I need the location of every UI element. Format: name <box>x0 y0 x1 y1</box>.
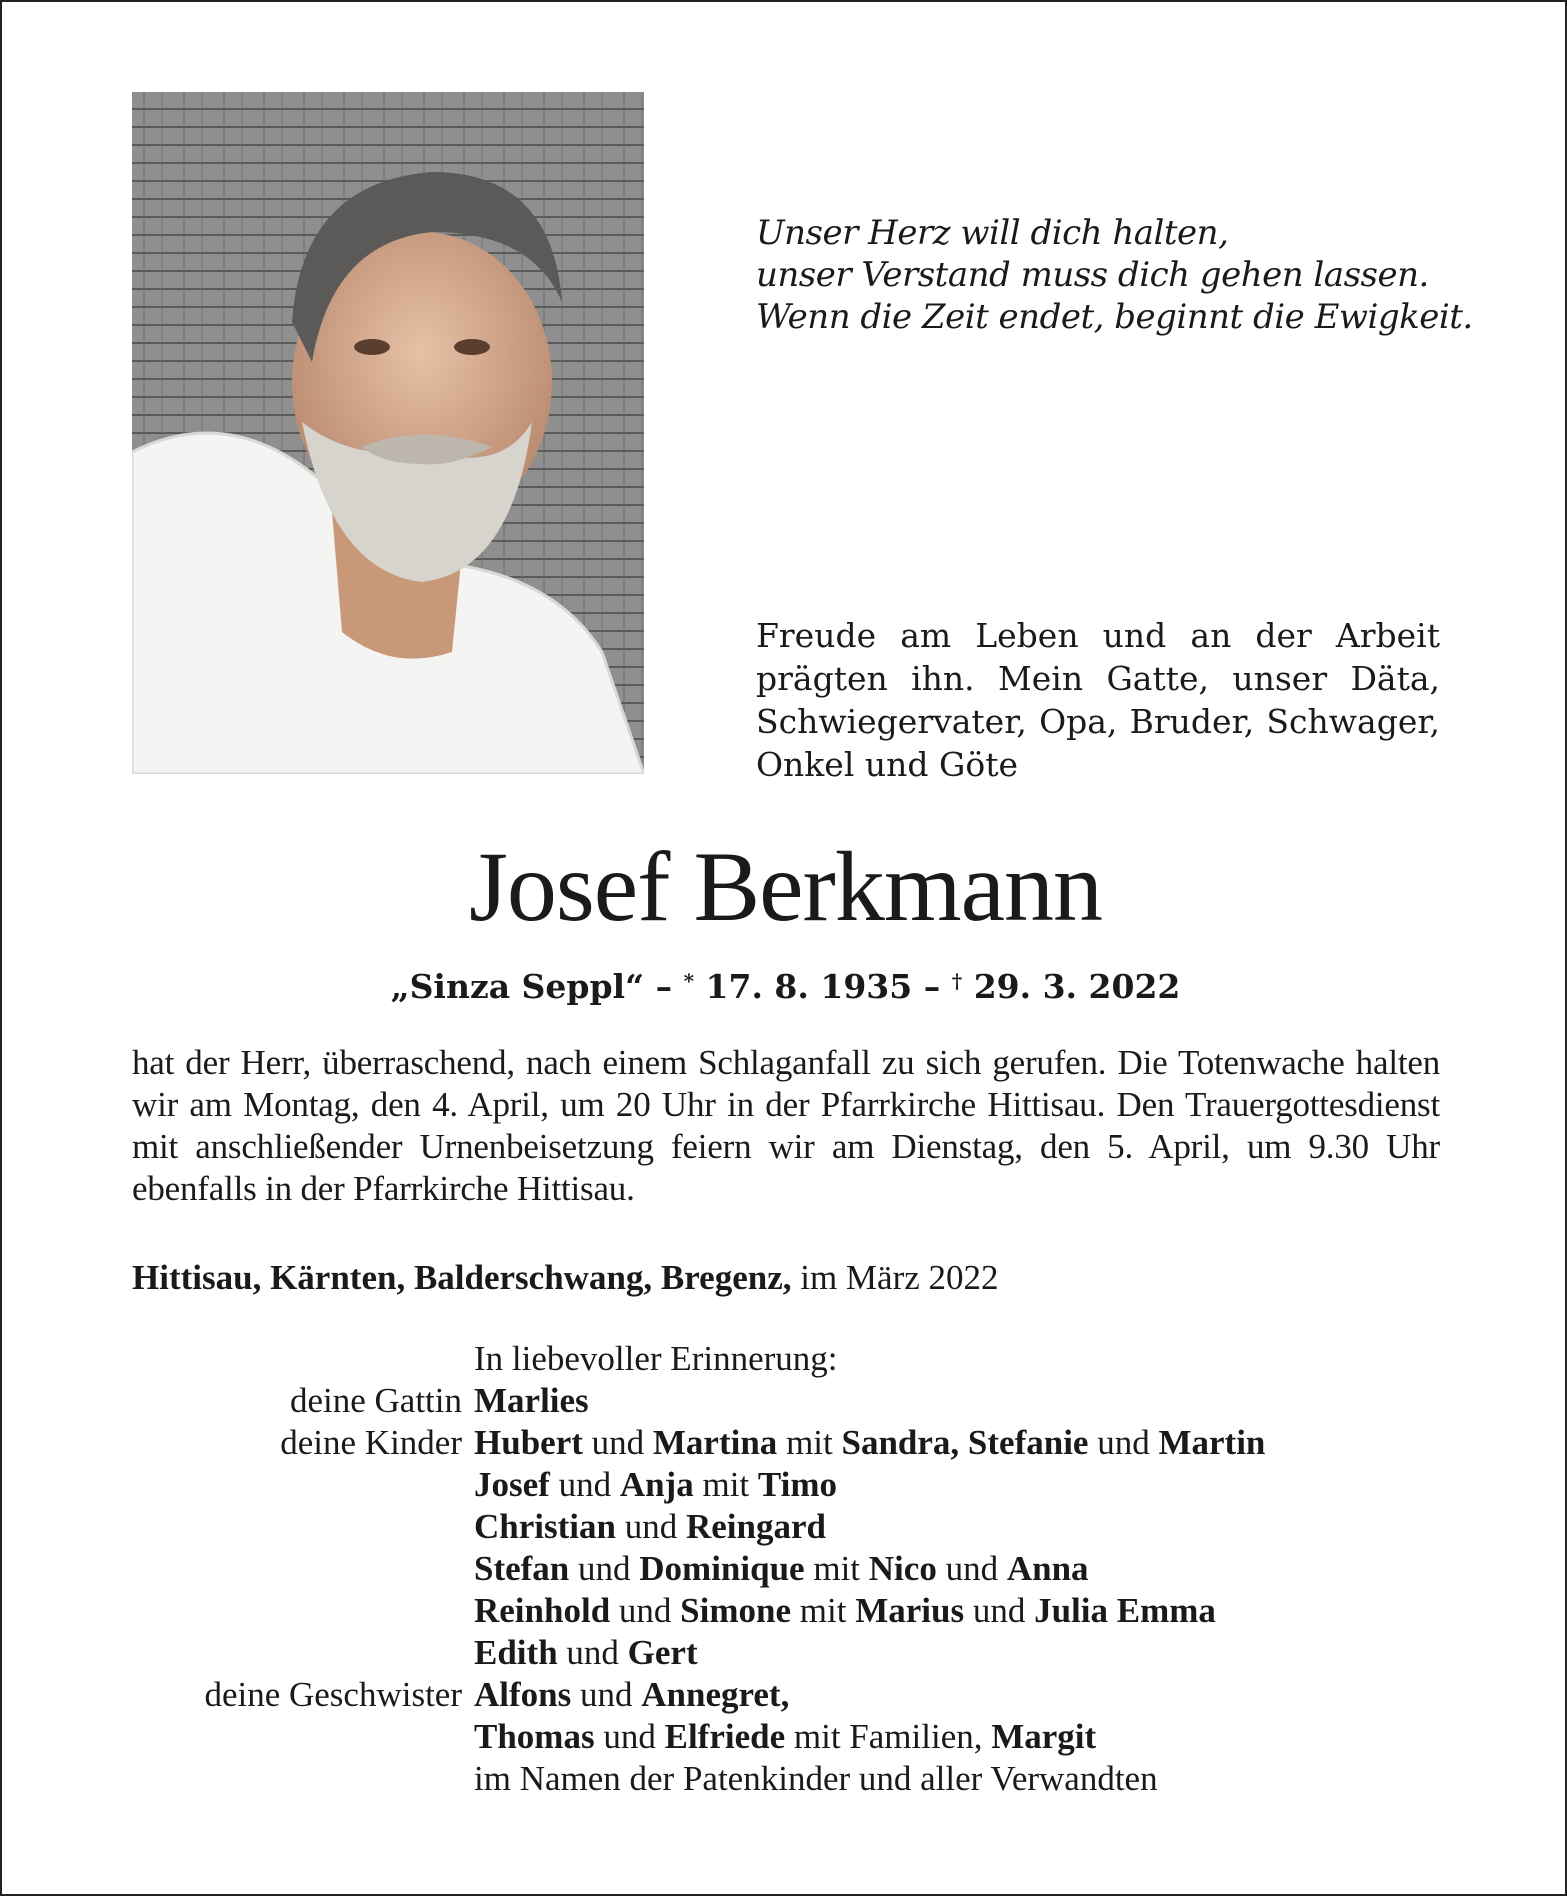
connector-text: mit <box>804 1549 869 1588</box>
nickname: „Sinza Seppl“ <box>390 967 645 1006</box>
member-name: Marius <box>855 1591 965 1630</box>
family-relation-label <box>132 1716 474 1758</box>
connector-text: und <box>615 1507 686 1546</box>
month-year: im März 2022 <box>800 1258 999 1297</box>
birth-date: 17. 8. 1935 <box>705 967 913 1006</box>
family-relation-label <box>132 1590 474 1632</box>
member-name: Anja <box>619 1465 694 1504</box>
family-row <box>132 1716 1440 1758</box>
member-name: Thomas <box>474 1717 595 1756</box>
member-name: Josef <box>474 1465 550 1504</box>
family-members <box>474 1674 1440 1716</box>
connector-text: im Namen der Patenkinder und aller Verwandten <box>474 1759 1158 1798</box>
family-members <box>474 1464 1440 1506</box>
family-row <box>132 1758 1440 1800</box>
quote-line: Unser Herz will dich halten, <box>756 213 1229 253</box>
family-members <box>474 1380 1440 1422</box>
member-name: Martina <box>652 1423 778 1462</box>
connector-text: mit <box>693 1465 758 1504</box>
places: Hittisau, Kärnten, Balderschwang, Bregenz, <box>132 1258 792 1297</box>
family-list <box>132 1338 1440 1800</box>
quote-line: Wenn die Zeit endet, beginnt die Ewigkeit. <box>756 297 1473 337</box>
family-row <box>132 1590 1440 1632</box>
family-members <box>474 1716 1440 1758</box>
family-members <box>474 1590 1440 1632</box>
quote-line: unser Verstand muss dich gehen lassen. <box>756 255 1429 295</box>
connector-text: mit Familien, <box>785 1717 992 1756</box>
family-heading-row <box>132 1338 1440 1380</box>
death-date: 29. 3. 2022 <box>973 967 1181 1006</box>
member-name: Julia Emma <box>1034 1591 1216 1630</box>
family-row <box>132 1632 1440 1674</box>
member-name: Edith <box>474 1633 558 1672</box>
member-name: Annegret, <box>641 1675 790 1714</box>
member-name: Gert <box>627 1633 698 1672</box>
separator: – <box>655 967 673 1006</box>
connector-text: und <box>610 1591 681 1630</box>
member-name: Timo <box>757 1465 837 1504</box>
family-row <box>132 1548 1440 1590</box>
member-name: Christian <box>474 1507 616 1546</box>
member-name: Alfons <box>474 1675 572 1714</box>
portrait-photo <box>132 92 644 774</box>
member-name: Margit <box>991 1717 1097 1756</box>
member-name: Hubert <box>474 1423 583 1462</box>
quote <box>756 212 1476 338</box>
family-row <box>132 1422 1440 1464</box>
announcement-text: hat der Herr, überraschend, nach einem Schlaganfall zu sich gerufen. Die Totenwache halten wir am Montag, den 4. April, um 20 Uhr in der Pfarrkirche Hittisau. Den Trauergottesdienst mit anschließender Urnenbeisetzung feiern wir am Dienstag, den 5. April, um 9.30 Uhr ebenfalls in der Pfarrkirche Hittisau. <box>132 1043 1440 1208</box>
connector-text: und <box>569 1549 640 1588</box>
family-relation-label <box>132 1548 474 1590</box>
intro-text: Freude am Leben und an der Arbeit prägten ihn. Mein Gatte, unser Däta, Schwiegervater, Opa, Bruder, Schwager, Onkel und Göte <box>756 616 1440 784</box>
connector-text: und <box>582 1423 653 1462</box>
connector-text: und <box>549 1465 620 1504</box>
separator: – <box>923 967 941 1006</box>
deceased-name: Josef Berkmann <box>468 831 1103 942</box>
family-heading: In liebevoller Erinnerung: <box>474 1339 838 1378</box>
member-name: Martin <box>1158 1423 1266 1462</box>
member-name: Elfriede <box>664 1717 786 1756</box>
member-name: Reingard <box>685 1507 826 1546</box>
place-date-line <box>132 1257 1440 1299</box>
family-relation-label <box>132 1464 474 1506</box>
member-name: Sandra, Stefanie <box>841 1423 1089 1462</box>
family-row <box>132 1506 1440 1548</box>
family-relation-label <box>132 1632 474 1674</box>
connector-text: mit <box>791 1591 856 1630</box>
connector-text: und <box>936 1549 1007 1588</box>
connector-text: mit <box>777 1423 842 1462</box>
member-name: Simone <box>680 1591 792 1630</box>
family-relation-label <box>132 1506 474 1548</box>
family-relation-label <box>132 1758 474 1800</box>
member-name: Stefan <box>474 1549 570 1588</box>
birth-symbol: * <box>683 969 695 993</box>
family-members <box>474 1422 1440 1464</box>
member-name: Marlies <box>474 1381 589 1420</box>
family-members <box>474 1758 1440 1800</box>
connector-text: und <box>571 1675 642 1714</box>
family-members <box>474 1632 1440 1674</box>
family-members <box>474 1506 1440 1548</box>
connector-text: und <box>1088 1423 1159 1462</box>
connector-text: und <box>594 1717 665 1756</box>
family-row <box>132 1464 1440 1506</box>
family-relation-label: deine Kinder <box>280 1423 462 1462</box>
connector-text: und <box>964 1591 1035 1630</box>
member-name: Anna <box>1006 1549 1089 1588</box>
connector-text: und <box>557 1633 628 1672</box>
family-relation-label: deine Geschwister <box>204 1675 462 1714</box>
life-dates <box>2 960 1567 1008</box>
family-members <box>474 1548 1440 1590</box>
family-row <box>132 1380 1440 1422</box>
family-row <box>132 1674 1440 1716</box>
family-relation-label: deine Gattin <box>289 1381 462 1420</box>
member-name: Dominique <box>639 1549 805 1588</box>
member-name: Reinhold <box>474 1591 611 1630</box>
death-symbol: † <box>951 969 963 993</box>
member-name: Nico <box>868 1549 937 1588</box>
